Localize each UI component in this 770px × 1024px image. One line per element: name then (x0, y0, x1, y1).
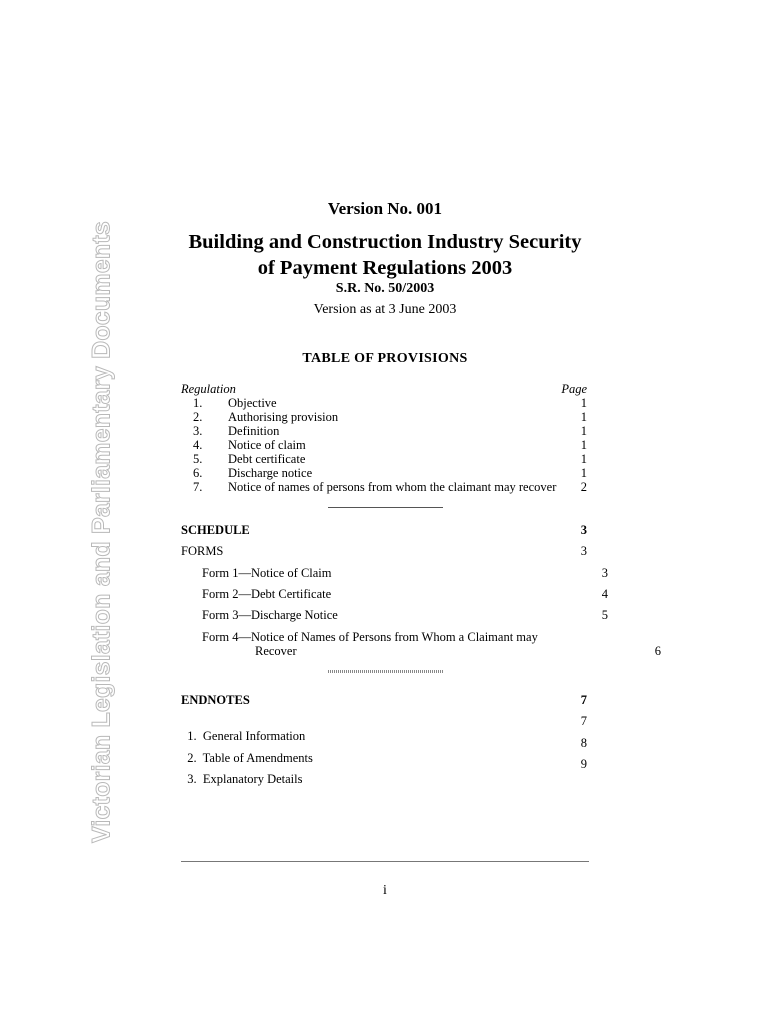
toc-row-page: 1 (580, 410, 587, 424)
section-divider (328, 507, 443, 508)
toc-row[interactable] (181, 424, 587, 439)
toc-row[interactable] (181, 452, 587, 467)
toc-row-page: 1 (580, 466, 587, 480)
title-line-1: Building and Construction Industry Security (188, 231, 582, 253)
toc-row-label: Definition (228, 424, 280, 438)
toc-row[interactable] (181, 438, 587, 453)
dotted-divider (328, 670, 443, 673)
toc-row-number: 2. (193, 410, 203, 424)
toc-row-label: Discharge notice (228, 466, 313, 480)
toc-row-number: 4. (193, 438, 203, 452)
form-entry-page: 5 (601, 608, 608, 622)
version-number: Version No. 001 (327, 199, 443, 218)
form-entry-label: Form 3—Discharge Notice (202, 608, 338, 622)
toc-row-label: Notice of names of persons from whom the claimant may recover (228, 480, 557, 494)
toc-row-page: 1 (580, 396, 587, 410)
form-entry-label-continued: Recover (255, 644, 297, 658)
endnote-label: 1. General Information (187, 729, 306, 743)
column-header-page: Page (561, 382, 587, 396)
footer-rule (181, 861, 589, 862)
toc-row-number: 1. (193, 396, 203, 410)
toc-row-label: Authorising provision (228, 410, 339, 424)
form-entry[interactable] (181, 608, 608, 623)
form-entry-line-1[interactable] (181, 630, 608, 645)
schedule-heading-row[interactable] (181, 523, 587, 538)
form-entry-page: 4 (601, 587, 608, 601)
toc-row-label: Debt certificate (228, 452, 306, 466)
forms-heading: FORMS (181, 544, 224, 558)
toc-row-label: Notice of claim (228, 438, 306, 452)
toc-row[interactable] (181, 410, 587, 425)
toc-row-number: 6. (193, 466, 203, 480)
endnotes-page: 7 (580, 693, 587, 707)
form-entry-label: Form 4—Notice of Names of Persons from Whom a Claimant may (202, 630, 538, 644)
watermark-text: Victorian Legislation and Parliamentary Documents (87, 220, 116, 844)
form-entry-page: 6 (654, 644, 661, 658)
toc-row-number: 5. (193, 452, 203, 466)
toc-row[interactable] (181, 396, 587, 411)
forms-heading-row[interactable] (181, 544, 587, 559)
form-entry-label: Form 2—Debt Certificate (202, 587, 332, 601)
form-entry-page: 3 (601, 566, 608, 580)
toc-row-page: 1 (580, 424, 587, 438)
toc-row-number: 3. (193, 424, 203, 438)
endnotes-heading: ENDNOTES (181, 693, 250, 707)
toc-heading: TABLE OF PROVISIONS (302, 351, 468, 366)
sr-number: S.R. No. 50/2003 (335, 281, 435, 296)
form-entry-line-2[interactable] (181, 644, 661, 659)
toc-row-page: 1 (580, 438, 587, 452)
column-header-regulation: Regulation (181, 382, 236, 396)
form-entry[interactable] (181, 566, 608, 581)
document-title (0, 229, 770, 281)
toc-row[interactable] (181, 480, 587, 495)
endnote-label: 2. Table of Amendments (187, 751, 313, 765)
toc-row-label: Objective (228, 396, 277, 410)
endnote-page: 9 (580, 757, 587, 771)
toc-row-page: 1 (580, 452, 587, 466)
endnote-label: 3. Explanatory Details (187, 772, 303, 786)
endnote-page: 8 (580, 736, 587, 750)
endnotes-heading-row[interactable] (181, 693, 587, 708)
schedule-page: 3 (580, 523, 587, 537)
toc-row-number: 7. (193, 480, 203, 494)
endnote-entry[interactable] (181, 757, 587, 802)
forms-page: 3 (580, 544, 587, 558)
toc-column-headers (181, 382, 587, 397)
title-line-2: of Payment Regulations 2003 (257, 257, 513, 279)
toc-row-page: 2 (580, 480, 587, 494)
schedule-heading: SCHEDULE (181, 523, 250, 537)
endnote-page: 7 (580, 714, 587, 728)
page-number: i (383, 883, 387, 898)
version-date: Version as at 3 June 2003 (313, 302, 457, 317)
toc-row[interactable] (181, 466, 587, 481)
form-entry-label: Form 1—Notice of Claim (202, 566, 332, 580)
form-entry[interactable] (181, 587, 608, 602)
